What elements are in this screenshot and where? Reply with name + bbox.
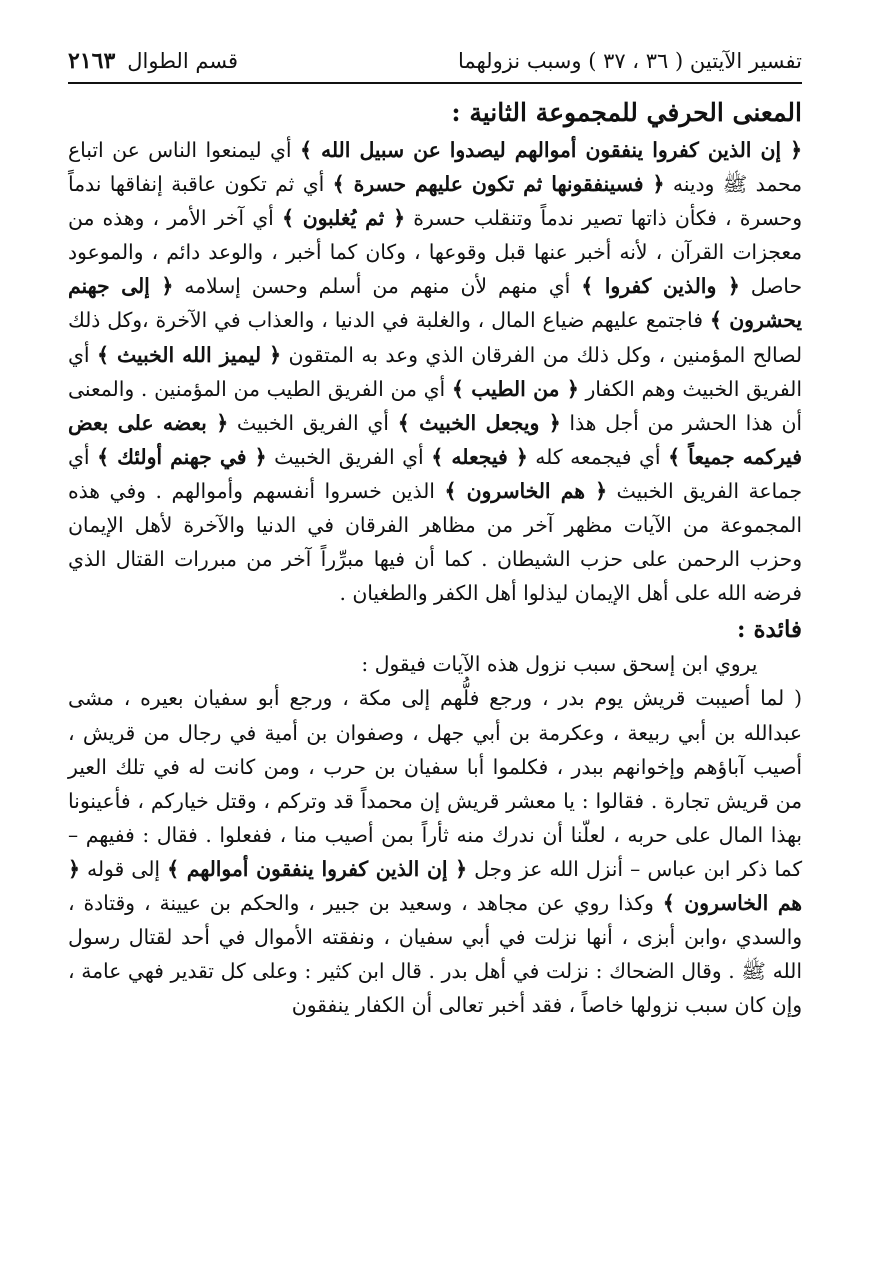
benefit-paragraph	[68, 681, 802, 1022]
text-segment: ﴿ والذين كفروا ﴾	[581, 274, 740, 299]
text-segment: وكذا روي عن مجاهد ، وسعيد بن جبير ، والحكم بن عيينة ، وقتادة ، والسدي ،وابن أبزى ، أنها نزلت في أبي سفيان ، ونفقته الأموال في أحد لقتال رسول الله ﷺ . وقال الضحاك : نزلت في أهل بدر . قال ابن كثير : وعلى كل تقدير فهي عامة ، وإن كان سبب نزولها خاصاً ، فقد أخبر تعالى أن الكفار ينفقون	[68, 890, 802, 1018]
header-left	[68, 48, 238, 74]
text-segment: أي الفريق الخبيث	[228, 410, 398, 435]
text-segment: ﴿ بعضه على بعض فيركمه جميعاً ﴾	[68, 410, 802, 469]
text-segment: إلى قوله	[79, 856, 168, 881]
text-segment: ﴿ ويجعل الخبيث ﴾	[397, 410, 561, 435]
text-segment: أي جماعة الفريق الخبيث	[68, 444, 802, 503]
text-segment: الذين خسروا أنفسهم وأموالهم . وفي هذه المجموعة من الآيات مظهر آخر من مظاهر الفرقان في الدنيا والآخرة لأهل الإيمان وحزب الرحمن على حزب الشيطان . كما أن فيها مبرِّراً آخر من مبررات القتال الذي فرضه الله على أهل الإيمان ليذلوا أهل الكفر والطغيان .	[68, 478, 802, 606]
text-segment: ﴿ ليميز الله الخبيث ﴾	[97, 342, 282, 367]
text-segment: أي الفريق الخبيث وهم الكفار	[68, 342, 802, 401]
text-segment: ﴿ هم الخاسرون ﴾	[444, 478, 607, 503]
text-segment: أي ثم تكون عاقبة إنفاقها ندماً وحسرة ، فكأن ذاتها تصير ندماً وتنقلب حسرة	[68, 172, 803, 231]
text-segment: أي من الفريق الطيب من المؤمنين . والمعنى أن هذا الحشر من أجل هذا	[68, 376, 803, 435]
text-segment: ﴿ فيجعله ﴾	[431, 444, 528, 469]
meaning-paragraph	[68, 133, 802, 610]
text-segment: أي الفريق الخبيث	[266, 444, 432, 469]
text-segment: أي فيجمعه كله	[527, 444, 669, 469]
text-segment: أي آخر الأمر ، وهذه من معجزات القرآن ، لأنه أخبر عنها قبل وقوعها ، وكان كما أخبر ، والوعد دائم ، والموعود حاصل	[68, 206, 803, 299]
text-segment: ﴿ هم الخاسرون ﴾	[68, 856, 803, 915]
text-segment: ﴿ فسينفقونها ثم تكون عليهم حسرة ﴾	[332, 172, 665, 197]
text-segment: ﴿ من الطيب ﴾	[451, 376, 579, 401]
page-number: ٢١٦٣	[68, 48, 116, 74]
running-header	[68, 48, 802, 84]
meaning-heading: المعنى الحرفي للمجموعة الثانية :	[451, 98, 802, 127]
text-segment: ﴿ إلى جهنم يحشرون ﴾	[68, 274, 802, 333]
text-segment: ﴿ ثم يُغلبون ﴾	[281, 206, 405, 231]
text-segment: ﴿ إن الذين كفروا ينفقون أموالهم ليصدوا عن سبيل الله ﴾	[300, 138, 802, 162]
text-segment: فاجتمع عليهم ضياع المال ، والغلبة في الدنيا ، والعذاب في الآخرة ،وكل ذلك لصالح المؤمنين ، وكل ذلك من الفرقان الذي وعد به المتقون	[68, 308, 802, 367]
text-segment: ( لما أصيبت قريش يوم بدر ، ورجع فلُّهم إلى مكة ، ورجع أبو سفيان بعيره ، مشى عبدالله بن أبي ربيعة ، وعكرمة بن أبي جهل ، وصفوان بن أمية في رجال من قريش ، أصيب آباؤهم وإخوانهم ببدر ، فكلموا أبا سفيان بن حرب ، ومن كانت له في تلك العير من قريش تجارة . فقالوا : يا معشر قريش إن محمداً قد وتركم ، وقتل خياركم ، فأعينونا بهذا المال على حربه ، لعلّنا أن ندرك منه ثأراً بمن أصيب منا ، ففعلوا . فقال : ففيهم – كما ذكر ابن عباس – أنزل الله عز وجل	[68, 686, 802, 881]
text-segment: أي ليمنعوا الناس عن اتباع محمد ﷺ ودينه	[68, 138, 802, 197]
text-segment: أي منهم لأن منهم من أسلم وحسن إسلامه	[173, 274, 582, 299]
benefit-heading: فائدة :	[736, 616, 802, 644]
section-name: قسم الطوال	[127, 49, 239, 73]
text-segment: ﴿ إن الذين كفروا ينفقون أموالهم ﴾	[167, 856, 468, 881]
chapter-title: تفسير الآيتين ( ٣٦ ، ٣٧ ) وسبب نزولهما	[457, 49, 802, 73]
text-segment: ﴿ في جهنم أولئك ﴾	[97, 444, 267, 469]
benefit-intro: يروي ابن إسحق سبب نزول هذه الآيات فيقول :	[361, 652, 758, 677]
